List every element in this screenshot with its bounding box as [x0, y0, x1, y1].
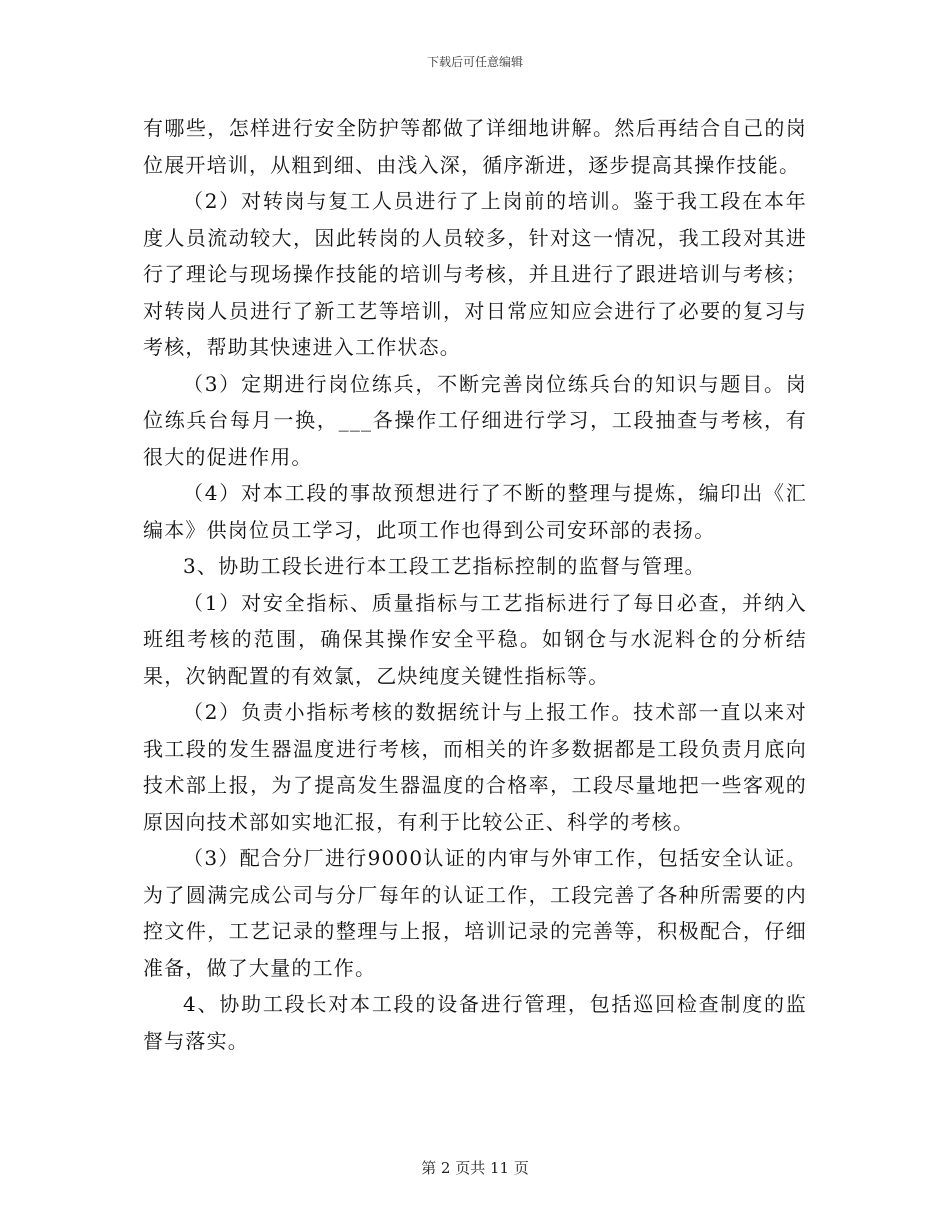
paragraph-6: （1）对安全指标、质量指标与工艺指标进行了每日必查，并纳入班组考核的范围，确保其操作安全平稳。如钢仓与水泥料仓的分析结果，次钠配置的有效氯，乙炔纯度关键性指标等。 — [143, 590, 807, 688]
paragraph-8: （3）配合分厂进行9000认证的内审与外审工作，包括安全认证。为了圆满完成公司与分厂每年的认证工作，工段完善了各种所需要的内控文件，工艺记录的整理与上报，培训记录的完善等，积极配合，仔细准备，做了大量的工作。 — [143, 846, 807, 980]
paragraph-5: 3、协助工段长进行本工段工艺指标控制的监督与管理。 — [183, 554, 706, 578]
paragraph-4: （4）对本工段的事故预想进行了不断的整理与提炼，编印出《汇编本》供岗位员工学习，此项工作也得到公司安环部的表扬。 — [143, 481, 807, 542]
paragraph-1: 有哪些，怎样进行安全防护等都做了详细地讲解。然后再结合自己的岗位展开培训，从粗到细、由浅入深，循序渐进，逐步提高其操作技能。 — [143, 116, 807, 177]
paragraph-9: 4、协助工段长对本工段的设备进行管理，包括巡回检查制度的监督与落实。 — [143, 992, 807, 1053]
page-header: 下载后可任意编辑 — [426, 55, 523, 69]
paragraph-7: （2）负责小指标考核的数据统计与上报工作。技术部一直以来对我工段的发生器温度进行考核，而相关的许多数据都是工段负责月底向技术部上报，为了提高发生器温度的合格率，工段尽量地把一些客观的原因向技术部如实地汇报，有利于比较公正、科学的考核。 — [143, 700, 807, 834]
paragraph-3: （3）定期进行岗位练兵，不断完善岗位练兵台的知识与题目。岗位练兵台每月一换，___各操作工仔细进行学习，工段抽查与考核，有很大的促进作用。 — [143, 371, 807, 469]
paragraph-2: （2）对转岗与复工人员进行了上岗前的培训。鉴于我工段在本年度人员流动较大，因此转岗的人员较多，针对这一情况，我工段对其进行了理论与现场操作技能的培训与考核，并且进行了跟进培训与考核；对转岗人员进行了新工艺等培训，对日常应知应会进行了必要的复习与考核，帮助其快速进入工作状态。 — [143, 189, 807, 359]
page-footer: 第 2 页共 11 页 — [421, 1159, 529, 1177]
document-body — [143, 110, 807, 1059]
